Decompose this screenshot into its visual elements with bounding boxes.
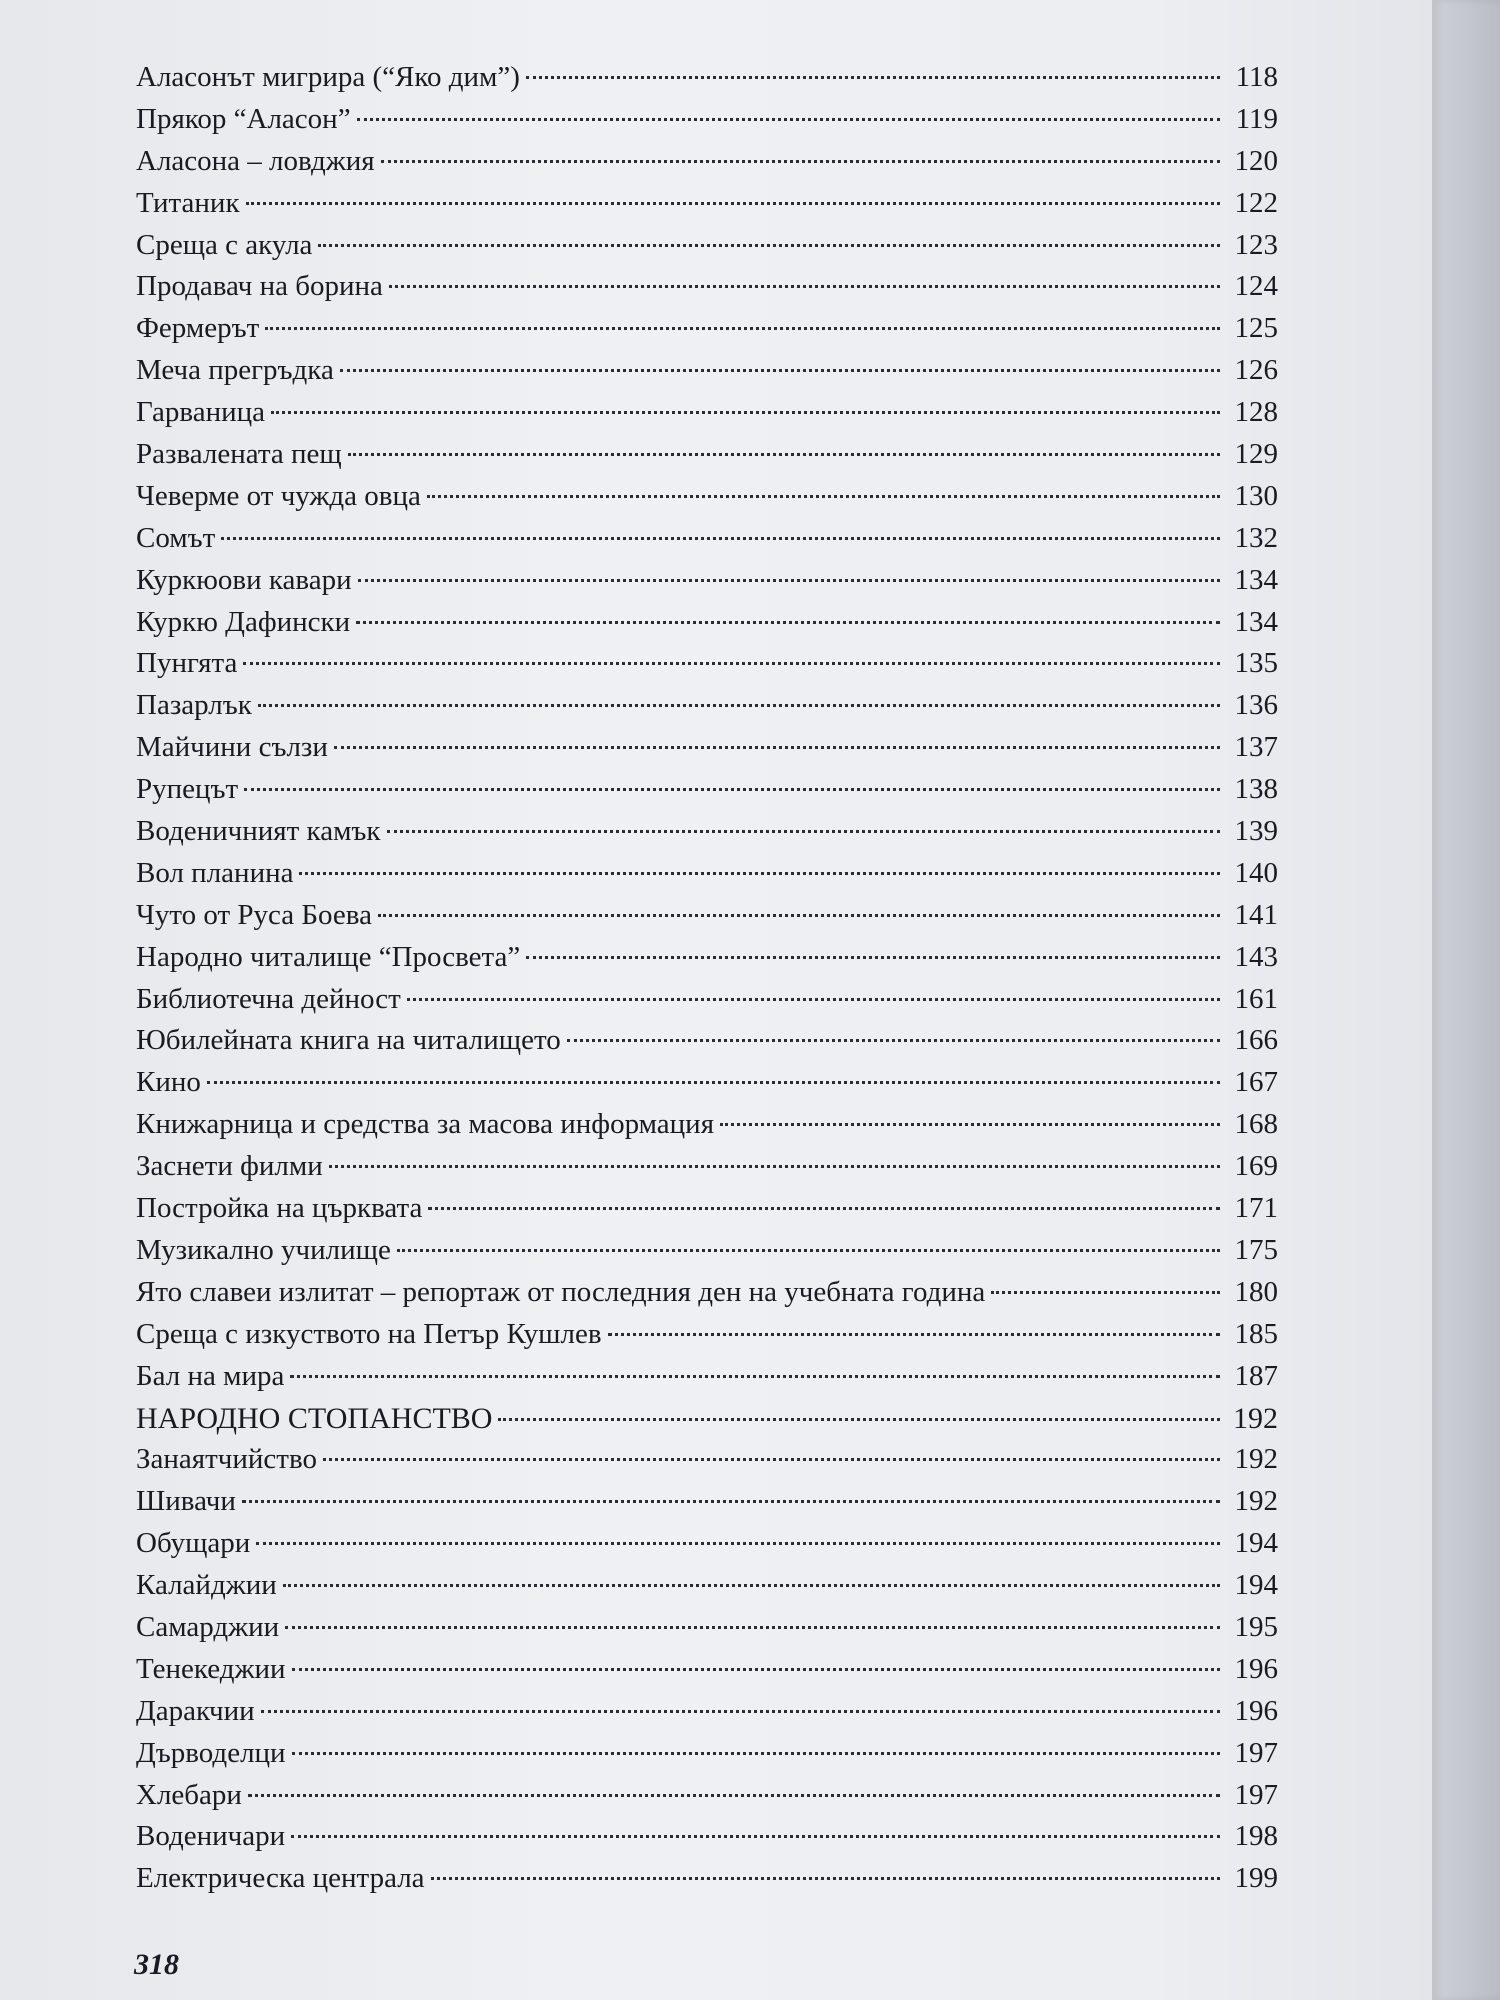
toc-entry-page: 196 — [1234, 1652, 1278, 1685]
dot-leader — [299, 872, 1220, 875]
toc-entry-page: 119 — [1235, 102, 1278, 135]
toc-entry — [136, 1858, 1278, 1900]
toc-entry-page: 192 — [1234, 1485, 1278, 1518]
toc-entry — [136, 183, 1278, 225]
toc-entry — [136, 727, 1278, 769]
toc-entry — [136, 560, 1278, 602]
dot-leader — [291, 1835, 1220, 1838]
toc-entry-title: Заснети филми — [136, 1150, 323, 1183]
dot-leader — [427, 495, 1220, 498]
toc-entry — [136, 1691, 1278, 1733]
dot-leader — [378, 914, 1220, 917]
toc-entry-page: 192 — [1233, 1401, 1278, 1435]
toc-entry-page: 171 — [1234, 1192, 1278, 1225]
dot-leader — [348, 453, 1220, 456]
toc-entry-page: 192 — [1234, 1443, 1278, 1476]
toc-entry-page: 124 — [1234, 270, 1278, 303]
toc-entry-title: Фермерът — [136, 312, 260, 345]
toc-entry-page: 180 — [1234, 1275, 1278, 1308]
dot-leader — [285, 1626, 1220, 1629]
toc-entry-page: 167 — [1234, 1066, 1278, 1099]
toc-entry-page: 125 — [1234, 312, 1278, 345]
dot-leader — [991, 1291, 1220, 1294]
toc-entry-title: Книжарница и средства за масова информация — [136, 1108, 715, 1141]
toc-entry — [136, 266, 1278, 308]
toc-entry-page: 123 — [1234, 228, 1278, 261]
toc-entry-title: Вол планина — [136, 856, 294, 889]
dot-leader — [243, 662, 1220, 665]
toc-entry-page: 137 — [1234, 731, 1278, 764]
dot-leader — [271, 411, 1220, 414]
toc-entry — [136, 476, 1278, 518]
toc-entry-title: Гарваница — [136, 396, 266, 429]
dot-leader — [318, 244, 1220, 247]
dot-leader — [221, 537, 1220, 540]
toc-entry-page: 196 — [1234, 1694, 1278, 1727]
toc-entry-page: 169 — [1234, 1150, 1278, 1183]
toc-entry-page: 168 — [1234, 1108, 1278, 1141]
toc-entry-page: 128 — [1234, 396, 1278, 429]
toc-entry — [136, 518, 1278, 560]
toc-entry-page: 126 — [1234, 354, 1278, 387]
dot-leader — [329, 1165, 1220, 1168]
dot-leader — [389, 285, 1220, 288]
toc-entry-title: Среща с изкуството на Петър Кушлев — [136, 1317, 602, 1350]
toc-entry-title: Даракчии — [136, 1694, 255, 1727]
toc-entry-page: 136 — [1234, 689, 1278, 722]
toc-entry — [136, 1104, 1278, 1146]
toc-entry-page: 134 — [1234, 563, 1278, 596]
toc-entry — [136, 1398, 1278, 1440]
toc-entry — [136, 643, 1278, 685]
toc-entry-title: Обущари — [136, 1527, 251, 1560]
toc-entry — [136, 853, 1278, 895]
dot-leader — [608, 1333, 1220, 1336]
toc-entry-page: 118 — [1235, 61, 1278, 93]
toc-entry-title: Среща с акула — [136, 228, 313, 261]
toc-entry — [136, 1272, 1278, 1314]
toc-entry-page: 197 — [1234, 1778, 1278, 1811]
toc-entry — [136, 141, 1278, 183]
toc-entry — [136, 392, 1278, 434]
toc-entry-title: НАРОДНО СТОПАНСТВО — [136, 1401, 493, 1435]
toc-entry-title: Библиотечна дейност — [136, 982, 401, 1015]
toc-entry-page: 122 — [1234, 186, 1278, 219]
toc-entry — [136, 1607, 1278, 1649]
dot-leader — [720, 1123, 1220, 1126]
dot-leader — [526, 956, 1220, 959]
dot-leader — [256, 1542, 1220, 1545]
toc-entry — [136, 1733, 1278, 1775]
dot-leader — [387, 830, 1220, 833]
toc-entry-title: Дърводелци — [136, 1736, 286, 1769]
dot-leader — [334, 746, 1220, 749]
dot-leader — [357, 118, 1220, 121]
toc-entry-page: 129 — [1234, 438, 1278, 471]
toc-entry-title: Прякор “Аласон” — [136, 102, 351, 135]
dot-leader — [261, 1710, 1220, 1713]
toc-entry-title: Занаятчийство — [136, 1443, 317, 1476]
toc-entry-page: 198 — [1234, 1820, 1278, 1853]
dot-leader — [290, 1375, 1220, 1378]
toc-entry-page: 194 — [1234, 1569, 1278, 1602]
toc-entry-page: 185 — [1234, 1317, 1278, 1350]
toc-entry — [136, 99, 1278, 141]
dot-leader — [526, 76, 1220, 79]
toc-entry-title: Шивачи — [136, 1485, 236, 1518]
dot-leader — [358, 579, 1220, 582]
dot-leader — [292, 1668, 1220, 1671]
toc-entry-title: Чуто от Руса Боева — [136, 898, 372, 931]
toc-entry-page: 138 — [1234, 773, 1278, 806]
toc-entry-title: Юбилейната книга на читалището — [136, 1024, 561, 1057]
toc-entry — [136, 1188, 1278, 1230]
toc-entry-title: Майчини сълзи — [136, 731, 328, 764]
toc-entry-title: Продавач на борина — [136, 270, 383, 303]
dot-leader — [323, 1458, 1220, 1461]
toc-entry-page: 134 — [1234, 605, 1278, 638]
dot-leader — [407, 998, 1220, 1001]
dot-leader — [246, 202, 1220, 205]
dot-leader — [431, 1877, 1220, 1880]
toc-entry-title: Бал на мира — [136, 1359, 285, 1392]
toc-entry-title: Пунгята — [136, 647, 238, 680]
toc-entry — [136, 1439, 1278, 1481]
toc-entry — [136, 225, 1278, 267]
toc-entry — [136, 1146, 1278, 1188]
dot-leader — [207, 1081, 1220, 1084]
toc-entry-page: 141 — [1234, 898, 1278, 931]
table-of-contents — [136, 57, 1278, 1900]
dot-leader — [356, 621, 1220, 624]
toc-entry-page: 130 — [1234, 479, 1278, 512]
toc-entry-title: Чеверме от чужда овца — [136, 479, 421, 512]
toc-entry — [136, 1020, 1278, 1062]
toc-entry-title: Самарджии — [136, 1610, 280, 1643]
toc-entry-title: Титаник — [136, 186, 240, 219]
toc-entry-title: Воденичният камък — [136, 815, 381, 848]
toc-entry-title: Сомът — [136, 521, 216, 554]
toc-entry — [136, 1775, 1278, 1817]
toc-entry-title: Тенекеджии — [136, 1652, 286, 1685]
toc-entry-title: Електрическа централа — [136, 1862, 425, 1895]
toc-entry-title: Куркю Дафински — [136, 605, 351, 638]
toc-entry-title: Ято славеи излитат – репортаж от последния ден на учебната година — [136, 1275, 986, 1308]
page-edge — [1432, 0, 1500, 2000]
toc-entry — [136, 308, 1278, 350]
dot-leader — [248, 1794, 1220, 1797]
toc-entry-title: Народно читалище “Просвета” — [136, 940, 521, 973]
toc-entry-title: Постройка на църквата — [136, 1192, 423, 1225]
dot-leader — [283, 1584, 1220, 1587]
dot-leader — [397, 1249, 1220, 1252]
page-number: 318 — [134, 1948, 179, 1981]
toc-entry-title: Аласонът мигрира (“Яко дим”) — [136, 61, 520, 93]
toc-entry-title: Музикално училище — [136, 1233, 391, 1266]
toc-entry-title: Куркюови кавари — [136, 563, 352, 596]
dot-leader — [244, 788, 1220, 791]
toc-entry — [136, 1062, 1278, 1104]
toc-entry-title: Хлебари — [136, 1778, 242, 1811]
toc-entry-page: 194 — [1234, 1527, 1278, 1560]
toc-entry-title: Меча прегръдка — [136, 354, 334, 387]
dot-leader — [340, 369, 1220, 372]
toc-entry — [136, 895, 1278, 937]
toc-entry-title: Рупецът — [136, 773, 239, 806]
toc-entry-page: 132 — [1234, 521, 1278, 554]
dot-leader — [498, 1418, 1220, 1421]
toc-entry-title: Калайджии — [136, 1569, 277, 1602]
toc-entry-page: 166 — [1234, 1024, 1278, 1057]
toc-entry-title: Аласона – ловджия — [136, 144, 375, 177]
toc-entry-page: 143 — [1234, 940, 1278, 973]
toc-entry-page: 175 — [1234, 1233, 1278, 1266]
dot-leader — [381, 160, 1220, 163]
toc-entry — [136, 350, 1278, 392]
toc-entry-page: 199 — [1234, 1862, 1278, 1895]
toc-entry — [136, 811, 1278, 853]
dot-leader — [428, 1207, 1220, 1210]
toc-entry — [136, 1230, 1278, 1272]
toc-entry-title: Развалената пещ — [136, 438, 342, 471]
toc-entry — [136, 769, 1278, 811]
toc-entry — [136, 1314, 1278, 1356]
toc-entry — [136, 1649, 1278, 1691]
toc-entry — [136, 979, 1278, 1021]
toc-entry-page: 195 — [1234, 1610, 1278, 1643]
dot-leader — [265, 327, 1220, 330]
toc-entry-page: 135 — [1234, 647, 1278, 680]
toc-entry-page: 140 — [1234, 856, 1278, 889]
toc-entry-page: 161 — [1234, 982, 1278, 1015]
toc-entry-page: 197 — [1234, 1736, 1278, 1769]
toc-entry — [136, 57, 1278, 99]
dot-leader — [242, 1500, 1220, 1503]
toc-entry — [136, 1565, 1278, 1607]
toc-entry — [136, 1356, 1278, 1398]
dot-leader — [258, 704, 1220, 707]
toc-entry-title: Пазарлък — [136, 689, 252, 722]
toc-entry — [136, 937, 1278, 979]
dot-leader — [292, 1752, 1220, 1755]
toc-entry — [136, 602, 1278, 644]
toc-entry-title: Кино — [136, 1066, 201, 1099]
toc-entry — [136, 1523, 1278, 1565]
toc-entry-title: Воденичари — [136, 1820, 286, 1853]
dot-leader — [567, 1039, 1220, 1042]
toc-entry — [136, 1481, 1278, 1523]
toc-entry — [136, 685, 1278, 727]
toc-entry-page: 139 — [1234, 815, 1278, 848]
toc-entry — [136, 434, 1278, 476]
toc-entry-page: 120 — [1234, 144, 1278, 177]
toc-entry — [136, 1816, 1278, 1858]
toc-entry-page: 187 — [1234, 1359, 1278, 1392]
